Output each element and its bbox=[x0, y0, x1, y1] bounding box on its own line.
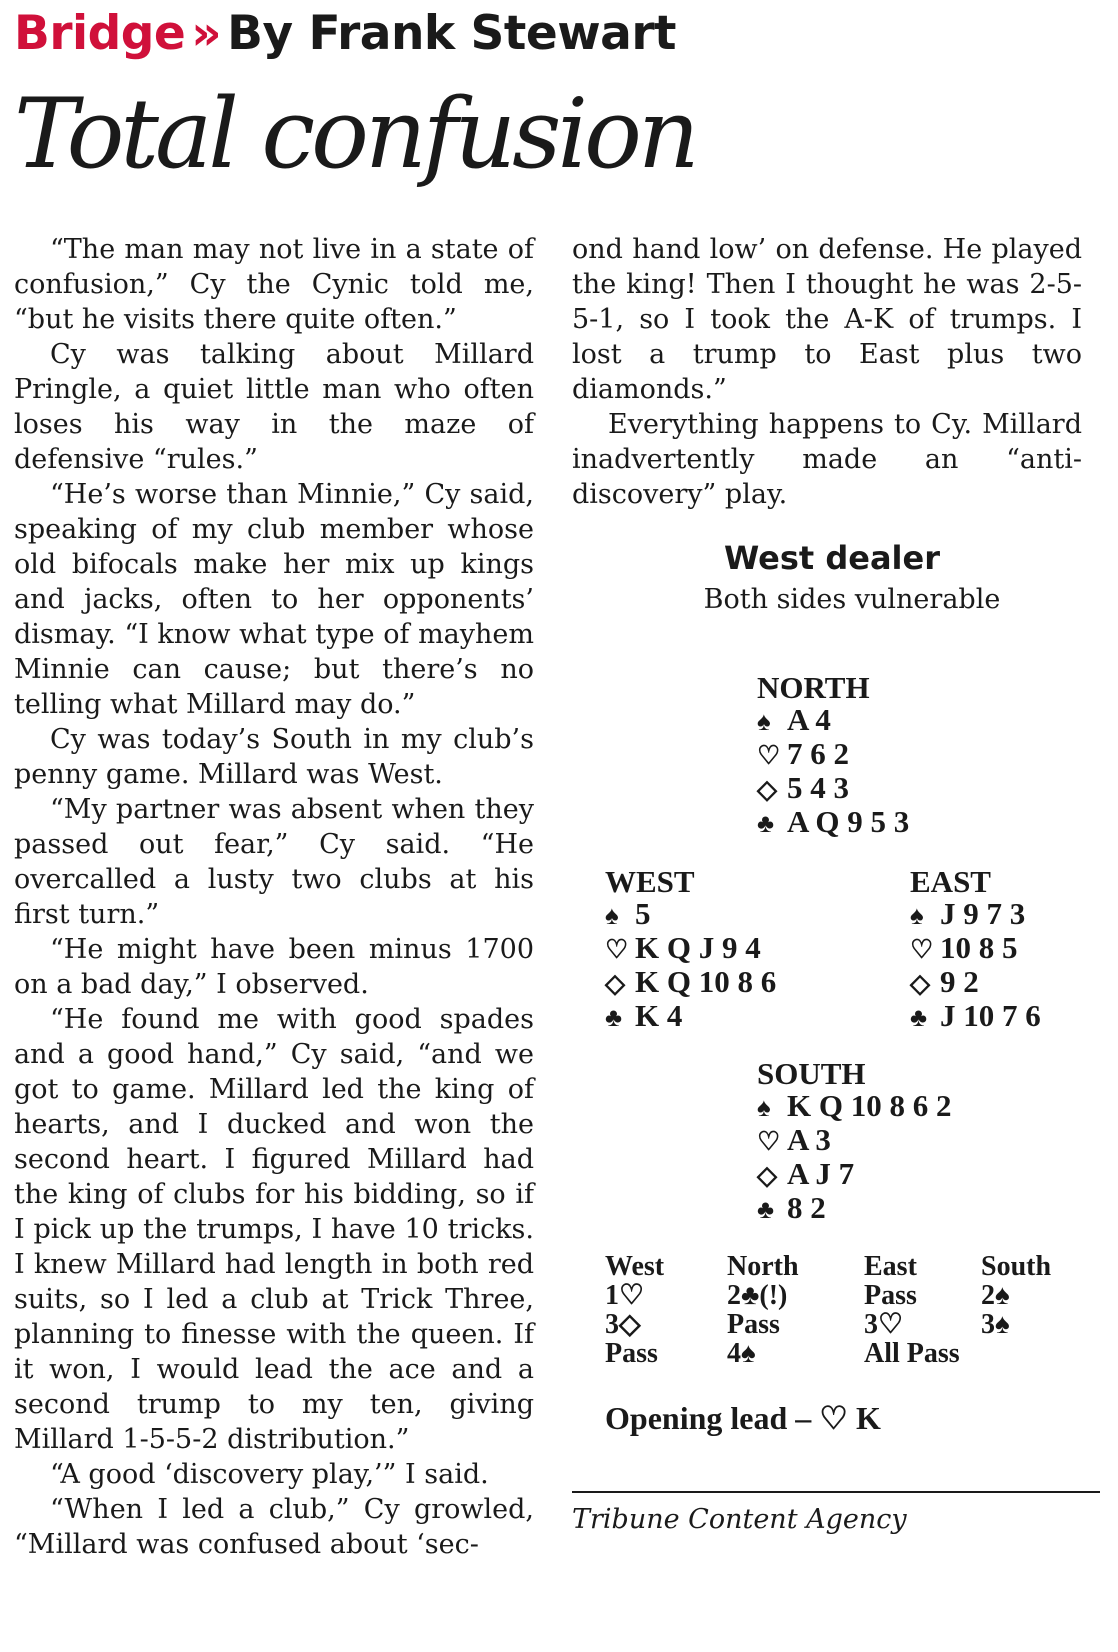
bid: 2♣(!) bbox=[727, 1280, 788, 1311]
opening-lead-label: Opening lead – bbox=[605, 1400, 812, 1436]
diamond-holding: K Q 10 8 6 bbox=[635, 964, 777, 999]
bid: 3◇ bbox=[605, 1309, 641, 1340]
hand-north bbox=[757, 672, 909, 840]
spade-icon: ♠ bbox=[757, 1093, 771, 1122]
bidding-row bbox=[605, 1310, 1081, 1339]
bidding-header: West bbox=[605, 1251, 665, 1282]
hand-west bbox=[605, 866, 776, 1034]
heart-icon: ♡ bbox=[605, 935, 629, 964]
article-column-right bbox=[572, 232, 1082, 512]
hand-direction-label: EAST bbox=[910, 864, 991, 899]
paragraph: Cy was talking about Millard Pringle, a quiet little man who often loses his way in the maze of defensive “rules.” bbox=[14, 339, 534, 475]
hand-south bbox=[757, 1058, 951, 1226]
paragraph: “My partner was absent when they passed out fear,” Cy said. “He overcalled a lusty two clubs at his first turn.” bbox=[14, 794, 534, 930]
spade-icon: ♠ bbox=[910, 901, 924, 930]
paragraph: “When I led a club,” Cy growled, “Millard was confused about ‘sec- bbox=[14, 1494, 534, 1560]
bid: Pass bbox=[605, 1338, 658, 1369]
paragraph: “He’s worse than Minnie,” Cy said, speaking of my club member whose old bifocals make her mix up kings and jacks, often to her opponents’ dismay. “I know what type of mayhem Minnie can cause; but there’s no telling what Millard may do.” bbox=[14, 479, 534, 720]
heart-icon: ♡ bbox=[757, 1127, 781, 1156]
hand-direction-label: NORTH bbox=[757, 670, 870, 705]
bidding-row bbox=[605, 1339, 1081, 1368]
divider-rule bbox=[572, 1491, 1100, 1493]
bid: 2♠ bbox=[981, 1280, 1010, 1311]
diamond-icon: ◇ bbox=[757, 775, 777, 804]
bidding-table bbox=[605, 1252, 1081, 1368]
bid: 1♡ bbox=[605, 1280, 645, 1311]
paragraph: “A good ‘discovery play,’” I said. bbox=[50, 1459, 489, 1490]
bidding-header: South bbox=[981, 1251, 1052, 1282]
article-headline: Total confusion bbox=[14, 78, 696, 190]
spade-holding: J 9 7 3 bbox=[940, 896, 1026, 931]
diamond-holding: 5 4 3 bbox=[787, 770, 849, 805]
spade-holding: 5 bbox=[635, 896, 651, 931]
bid: 3♠ bbox=[981, 1309, 1010, 1340]
section-separator: » bbox=[191, 6, 222, 61]
spade-holding: K Q 10 8 6 2 bbox=[787, 1088, 952, 1123]
club-holding: J 10 7 6 bbox=[940, 998, 1041, 1033]
diamond-holding: A J 7 bbox=[787, 1156, 855, 1191]
bid bbox=[981, 1339, 1081, 1368]
heart-holding: K Q J 9 4 bbox=[635, 930, 761, 965]
section-header bbox=[14, 4, 676, 64]
bid: Pass bbox=[864, 1280, 917, 1311]
syndication-credit: Tribune Content Agency bbox=[572, 1504, 907, 1535]
heart-holding: 7 6 2 bbox=[787, 736, 849, 771]
diamond-holding: 9 2 bbox=[940, 964, 979, 999]
club-icon: ♣ bbox=[757, 1195, 775, 1224]
bidding-row bbox=[605, 1281, 1081, 1310]
paragraph: “The man may not live in a state of confusion,” Cy the Cynic told me, “but he visits there quite often.” bbox=[14, 234, 534, 335]
bid: Pass bbox=[727, 1309, 780, 1340]
bidding-header-row bbox=[605, 1252, 1081, 1281]
paragraph: “He might have been minus 1700 on a bad day,” I observed. bbox=[14, 934, 534, 1000]
club-icon: ♣ bbox=[605, 1003, 623, 1032]
spade-icon: ♠ bbox=[605, 901, 619, 930]
author-byline: By Frank Stewart bbox=[227, 6, 677, 61]
deal-title: West dealer bbox=[724, 539, 940, 577]
vulnerability-note: Both sides vulnerable bbox=[703, 584, 1001, 615]
bid: All Pass bbox=[864, 1338, 960, 1369]
heart-holding: A 3 bbox=[787, 1122, 831, 1157]
diamond-icon: ◇ bbox=[757, 1161, 777, 1190]
section-label: Bridge bbox=[14, 6, 186, 61]
bid: 3♡ bbox=[864, 1309, 904, 1340]
club-holding: 8 2 bbox=[787, 1190, 826, 1225]
heart-holding: 10 8 5 bbox=[940, 930, 1018, 965]
opening-lead-card: ♡ K bbox=[819, 1400, 881, 1436]
hand-direction-label: SOUTH bbox=[757, 1056, 866, 1091]
bidding-header: East bbox=[864, 1251, 917, 1282]
diamond-icon: ◇ bbox=[605, 969, 625, 998]
paragraph: “He found me with good spades and a good hand,” Cy said, “and we got to game. Millard led the king of hearts, and I ducked and won the second heart. I figured Millard had the king of clubs for his bidding, so if I pick up the trumps, I have 10 tricks. I knew Millard had length in both red suits, so I led a club at Trick Three, planning to finesse with the queen. If it won, I would lead the ace and a second trump to my ten, giving Millard 1-5-5-2 distribution.” bbox=[14, 1004, 534, 1455]
paragraph: Cy was today’s South in my club’s penny game. Millard was West. bbox=[14, 724, 534, 790]
paragraph: Everything happens to Cy. Millard inadvertently made an “anti-discovery” play. bbox=[572, 409, 1082, 510]
club-icon: ♣ bbox=[757, 809, 775, 838]
diamond-icon: ◇ bbox=[910, 969, 930, 998]
heart-icon: ♡ bbox=[757, 741, 781, 770]
paragraph-continued: ond hand low’ on defense. He played the king! Then I thought he was 2-5-5-1, so I took the A-K of trumps. I lost a trump to East plus two diamonds.” bbox=[572, 234, 1082, 405]
club-holding: K 4 bbox=[635, 998, 683, 1033]
heart-icon: ♡ bbox=[910, 935, 934, 964]
club-icon: ♣ bbox=[910, 1003, 928, 1032]
bidding-header: North bbox=[727, 1251, 799, 1282]
spade-icon: ♠ bbox=[757, 707, 771, 736]
bid: 4♠ bbox=[727, 1338, 756, 1369]
hand-direction-label: WEST bbox=[605, 864, 695, 899]
opening-lead bbox=[605, 1398, 881, 1438]
hand-east bbox=[910, 866, 1041, 1034]
spade-holding: A 4 bbox=[787, 702, 831, 737]
article-column-left bbox=[14, 232, 534, 1562]
club-holding: A Q 9 5 3 bbox=[787, 804, 910, 839]
